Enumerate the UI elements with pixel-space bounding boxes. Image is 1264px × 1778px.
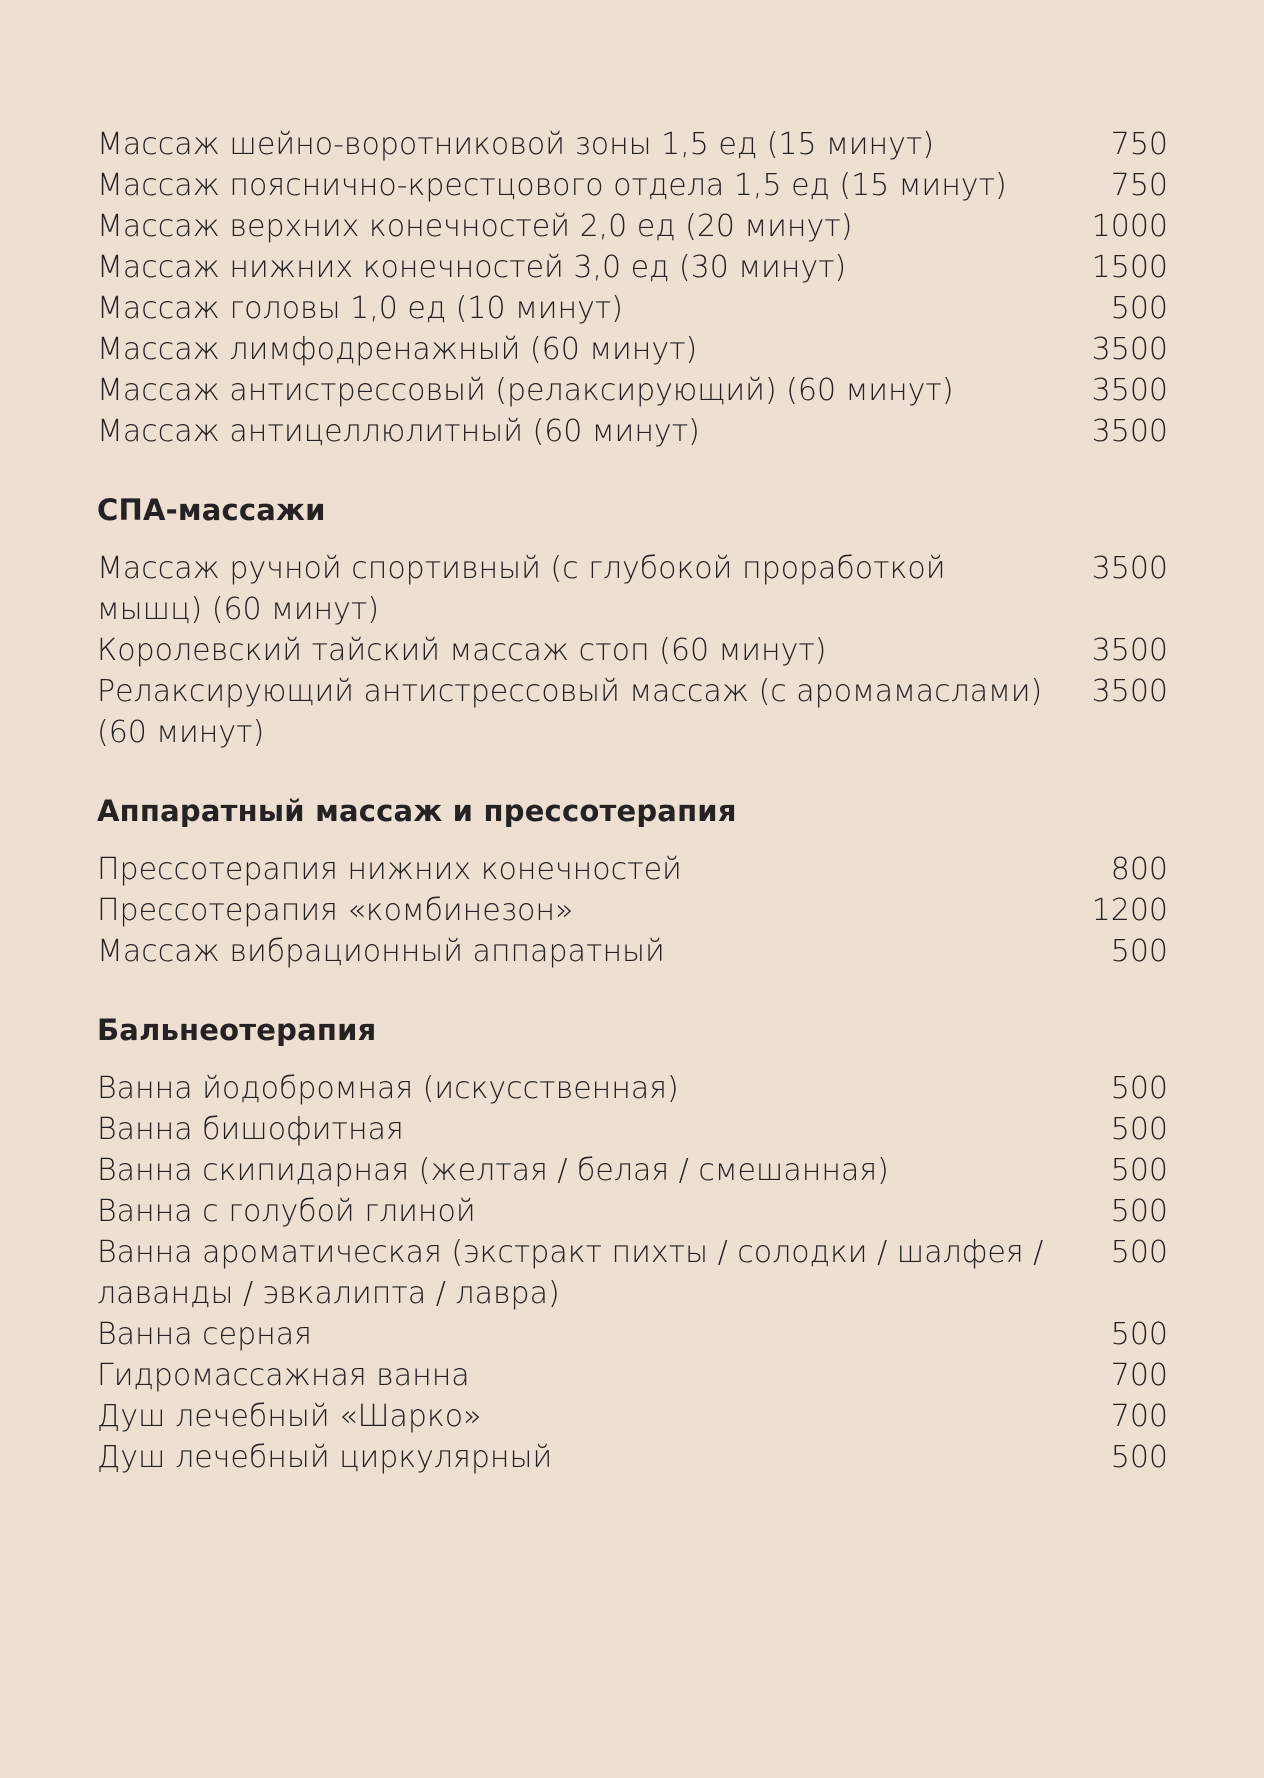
list-item bbox=[97, 671, 1168, 753]
list-item bbox=[97, 124, 1168, 165]
item-name: Прессотерапия «комбинезон» bbox=[97, 893, 574, 928]
list-item bbox=[97, 165, 1168, 206]
item-price: 700 bbox=[1110, 1358, 1168, 1393]
list-item bbox=[97, 1396, 1168, 1437]
item-name: Релаксирующий антистрессовый массаж (с аромамаслами) (60 минут) bbox=[97, 674, 1043, 750]
item-name: Массаж нижних конечностей 3,0 ед (30 минут) bbox=[97, 250, 847, 285]
list-item bbox=[97, 1068, 1168, 1109]
item-name: Ванна бишофитная bbox=[97, 1112, 404, 1147]
list-item bbox=[97, 849, 1168, 890]
item-price: 500 bbox=[1110, 934, 1168, 969]
list-item bbox=[97, 1314, 1168, 1355]
list-item bbox=[97, 411, 1168, 452]
item-name: Массаж вибрационный аппаратный bbox=[97, 934, 665, 969]
list-item bbox=[97, 370, 1168, 411]
item-price: 1000 bbox=[1091, 209, 1168, 244]
item-price: 1200 bbox=[1091, 893, 1168, 928]
item-name: Массаж антистрессовый (релаксирующий) (60 минут) bbox=[97, 373, 954, 408]
item-name: Душ лечебный «Шарко» bbox=[97, 1399, 482, 1434]
item-name: Массаж антицеллюлитный (60 минут) bbox=[97, 414, 700, 449]
list-item bbox=[97, 931, 1168, 972]
item-name: Душ лечебный циркулярный bbox=[97, 1440, 553, 1475]
item-list bbox=[97, 849, 1168, 972]
list-item bbox=[97, 1355, 1168, 1396]
item-name: Ванна серная bbox=[97, 1317, 312, 1352]
item-name: Ванна с голубой глиной bbox=[97, 1194, 476, 1229]
item-name: Массаж шейно-воротниковой зоны 1,5 ед (15 минут) bbox=[97, 127, 935, 162]
item-price: 3500 bbox=[1091, 633, 1168, 668]
item-name: Прессотерапия нижних конечностей bbox=[97, 852, 682, 887]
list-item bbox=[97, 630, 1168, 671]
item-price: 500 bbox=[1110, 1440, 1168, 1475]
list-item bbox=[97, 548, 1168, 630]
item-price: 1500 bbox=[1091, 250, 1168, 285]
item-list bbox=[97, 548, 1168, 753]
item-name: Массаж верхних конечностей 2,0 ед (20 минут) bbox=[97, 209, 853, 244]
item-price: 500 bbox=[1110, 1235, 1168, 1270]
item-list bbox=[97, 124, 1168, 452]
item-price: 500 bbox=[1110, 1071, 1168, 1106]
item-price: 500 bbox=[1110, 1194, 1168, 1229]
item-price: 3500 bbox=[1091, 332, 1168, 367]
item-name: Ванна йодобромная (искусственная) bbox=[97, 1071, 679, 1106]
item-price: 3500 bbox=[1091, 414, 1168, 449]
item-name: Массаж ручной спортивный (с глубокой проработкой мышц) (60 минут) bbox=[97, 551, 946, 627]
list-item bbox=[97, 890, 1168, 931]
section-balneotherapy bbox=[97, 1012, 1168, 1478]
list-item bbox=[97, 288, 1168, 329]
section-massage bbox=[97, 124, 1168, 452]
list-item bbox=[97, 206, 1168, 247]
section-title: Бальнеотерапия bbox=[97, 1013, 377, 1047]
item-price: 500 bbox=[1110, 1153, 1168, 1188]
item-name: Массаж головы 1,0 ед (10 минут) bbox=[97, 291, 624, 326]
list-item bbox=[97, 247, 1168, 288]
list-item bbox=[97, 1191, 1168, 1232]
list-item bbox=[97, 1232, 1168, 1314]
item-name: Массаж пояснично-крестцового отдела 1,5 ед (15 минут) bbox=[97, 168, 1007, 203]
item-price: 3500 bbox=[1091, 551, 1168, 586]
item-price: 700 bbox=[1110, 1399, 1168, 1434]
item-name: Гидромассажная ванна bbox=[97, 1358, 470, 1393]
item-price: 500 bbox=[1110, 291, 1168, 326]
price-list-page bbox=[97, 124, 1168, 1478]
item-price: 750 bbox=[1110, 168, 1168, 203]
item-list bbox=[97, 1068, 1168, 1478]
item-price: 500 bbox=[1110, 1112, 1168, 1147]
item-name: Королевский тайский массаж стоп (60 минут) bbox=[97, 633, 827, 668]
section-title: Аппаратный массаж и прессотерапия bbox=[97, 794, 737, 828]
item-name: Массаж лимфодренажный (60 минут) bbox=[97, 332, 698, 367]
item-price: 3500 bbox=[1091, 674, 1168, 709]
item-price: 3500 bbox=[1091, 373, 1168, 408]
section-title: СПА-массажи bbox=[97, 493, 326, 527]
list-item bbox=[97, 1109, 1168, 1150]
item-price: 750 bbox=[1110, 127, 1168, 162]
item-price: 800 bbox=[1110, 852, 1168, 887]
item-name: Ванна скипидарная (желтая / белая / смешанная) bbox=[97, 1153, 889, 1188]
list-item bbox=[97, 1437, 1168, 1478]
item-price: 500 bbox=[1110, 1317, 1168, 1352]
section-apparatus-massage bbox=[97, 793, 1168, 972]
section-spa-massage bbox=[97, 492, 1168, 753]
list-item bbox=[97, 329, 1168, 370]
list-item bbox=[97, 1150, 1168, 1191]
item-name: Ванна ароматическая (экстракт пихты / солодки / шалфея / лаванды / эвкалипта / лавра) bbox=[97, 1235, 1044, 1311]
